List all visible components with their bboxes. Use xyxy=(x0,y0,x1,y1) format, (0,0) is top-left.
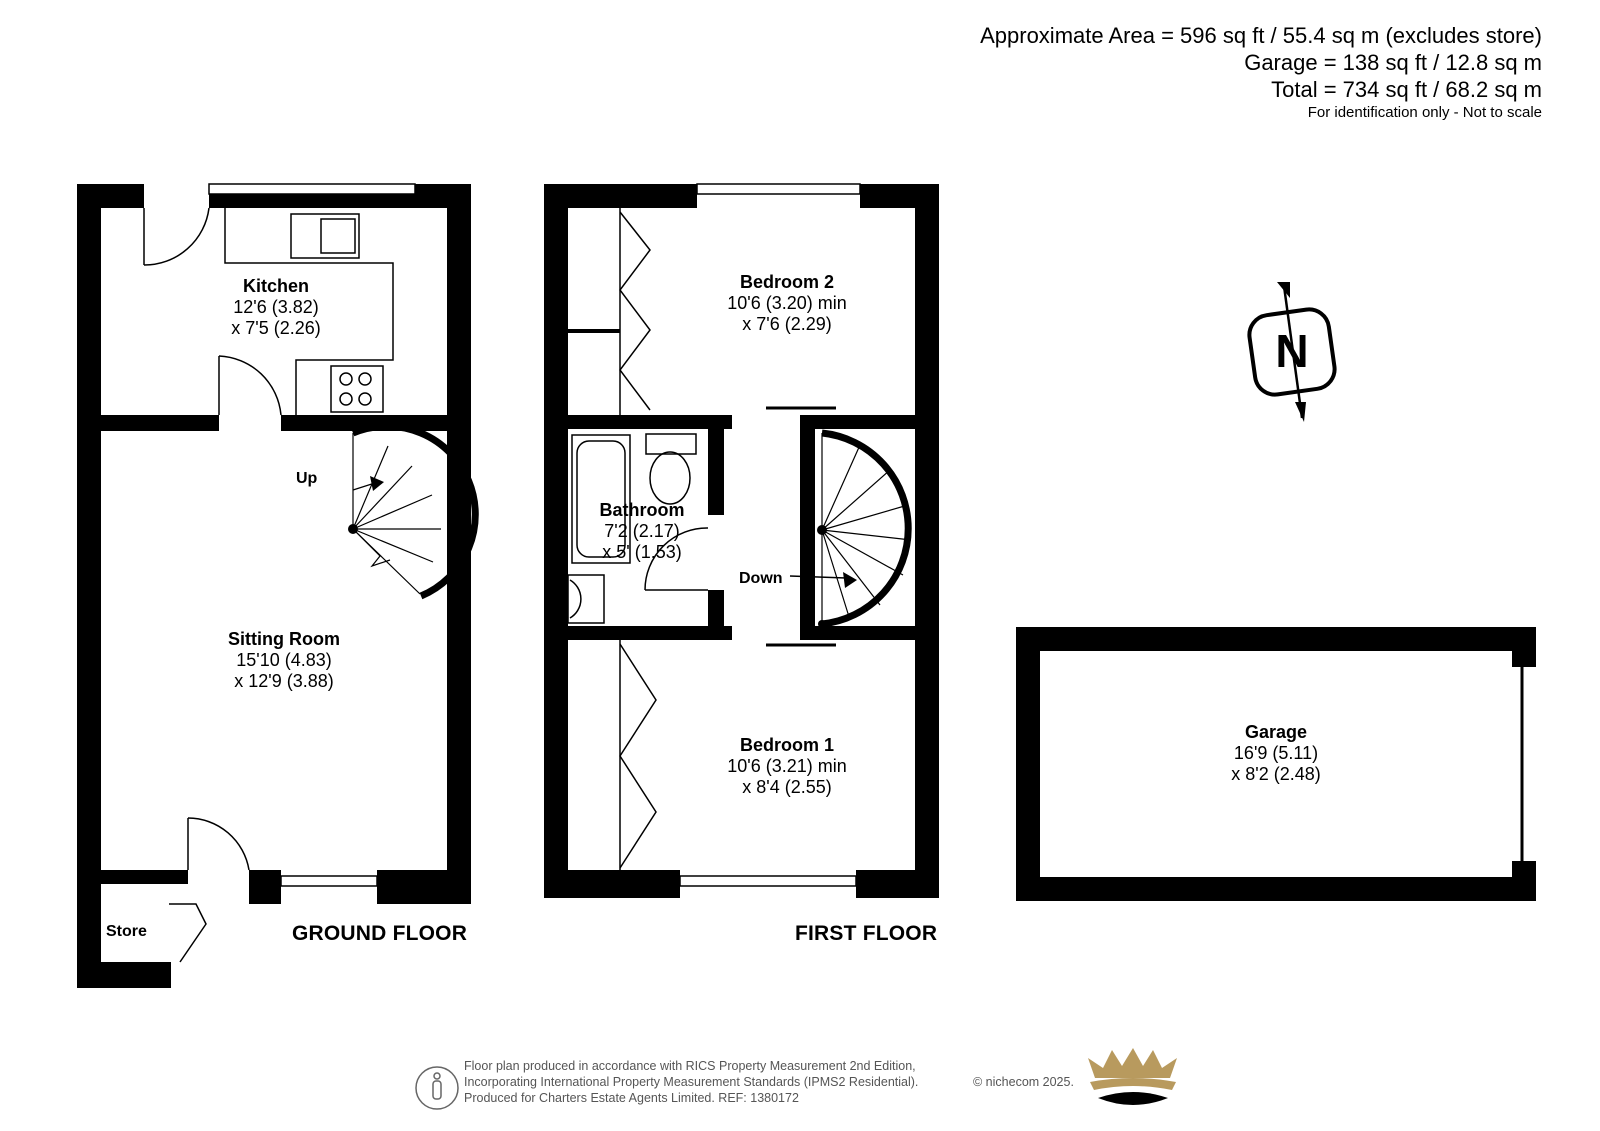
kitchen-dim2: x 7'5 (2.26) xyxy=(231,318,321,338)
north-compass-icon xyxy=(1247,282,1337,422)
kitchen-name: Kitchen xyxy=(242,276,309,296)
sitting-room-name: Sitting Room xyxy=(228,629,340,649)
bathroom-label xyxy=(572,500,712,563)
sitting-room-dim1: 15'10 (4.83) xyxy=(236,650,332,670)
garage-label xyxy=(1186,722,1366,785)
footer-line1: Floor plan produced in accordance with RICS Property Measurement 2nd Edition, xyxy=(464,1059,916,1073)
bedroom2-dim1: 10'6 (3.20) min xyxy=(727,293,847,313)
garage-dim1: 16'9 (5.11) xyxy=(1233,743,1319,763)
disclaimer-text: For identification only - Not to scale xyxy=(1307,104,1542,121)
footer-notes xyxy=(464,1058,918,1106)
bathroom-name: Bathroom xyxy=(599,500,685,520)
footer-line2: Incorporating International Property Measurement Standards (IPMS2 Residential). xyxy=(464,1075,919,1089)
bedroom1-dim2: x 8'4 (2.55) xyxy=(742,777,832,797)
garage-dim2: x 8'2 (2.48) xyxy=(1231,764,1321,784)
down-label: Down xyxy=(739,570,783,587)
bathroom-dim1: 7'2 (2.17) xyxy=(604,521,680,541)
bedroom2-dim2: x 7'6 (2.29) xyxy=(742,314,832,334)
sitting-room-label xyxy=(194,629,374,692)
kitchen-dim1: 12'6 (3.82) xyxy=(233,297,319,317)
sitting-window xyxy=(281,876,377,886)
garage-name: Garage xyxy=(1244,722,1308,742)
bedroom2-label xyxy=(697,272,877,335)
kitchen-label xyxy=(196,276,356,339)
first-floor-title: FIRST FLOOR xyxy=(795,922,938,945)
first-staircase xyxy=(817,433,911,628)
kitchen-window xyxy=(209,184,415,194)
up-label: Up xyxy=(296,470,318,487)
bedroom2-name: Bedroom 2 xyxy=(739,272,835,292)
bedroom1-label xyxy=(697,735,877,798)
crown-logo xyxy=(1088,1048,1177,1105)
bedroom1-dim1: 10'6 (3.21) min xyxy=(727,756,847,776)
footer-line3: Produced for Charters Estate Agents Limited. REF: 1380172 xyxy=(464,1091,799,1105)
bedroom1-window xyxy=(680,876,856,886)
compass-letter: N xyxy=(1275,325,1309,377)
total-area-text: Total = 734 sq ft / 68.2 sq m xyxy=(1271,77,1542,102)
bedroom2-window xyxy=(697,184,860,194)
copyright-text: © nichecom 2025. xyxy=(973,1075,1074,1089)
ground-floor-title: GROUND FLOOR xyxy=(292,922,468,945)
person-icon xyxy=(416,1067,458,1109)
approximate-area-text: Approximate Area = 596 sq ft / 55.4 sq m (excludes store) xyxy=(980,23,1542,48)
bathroom-dim2: x 5' (1.53) xyxy=(602,542,682,562)
garage-area-text: Garage = 138 sq ft / 12.8 sq m xyxy=(1244,50,1542,75)
bedroom1-name: Bedroom 1 xyxy=(739,735,835,755)
sitting-room-dim2: x 12'9 (3.88) xyxy=(234,671,334,691)
store-label: Store xyxy=(106,923,147,940)
